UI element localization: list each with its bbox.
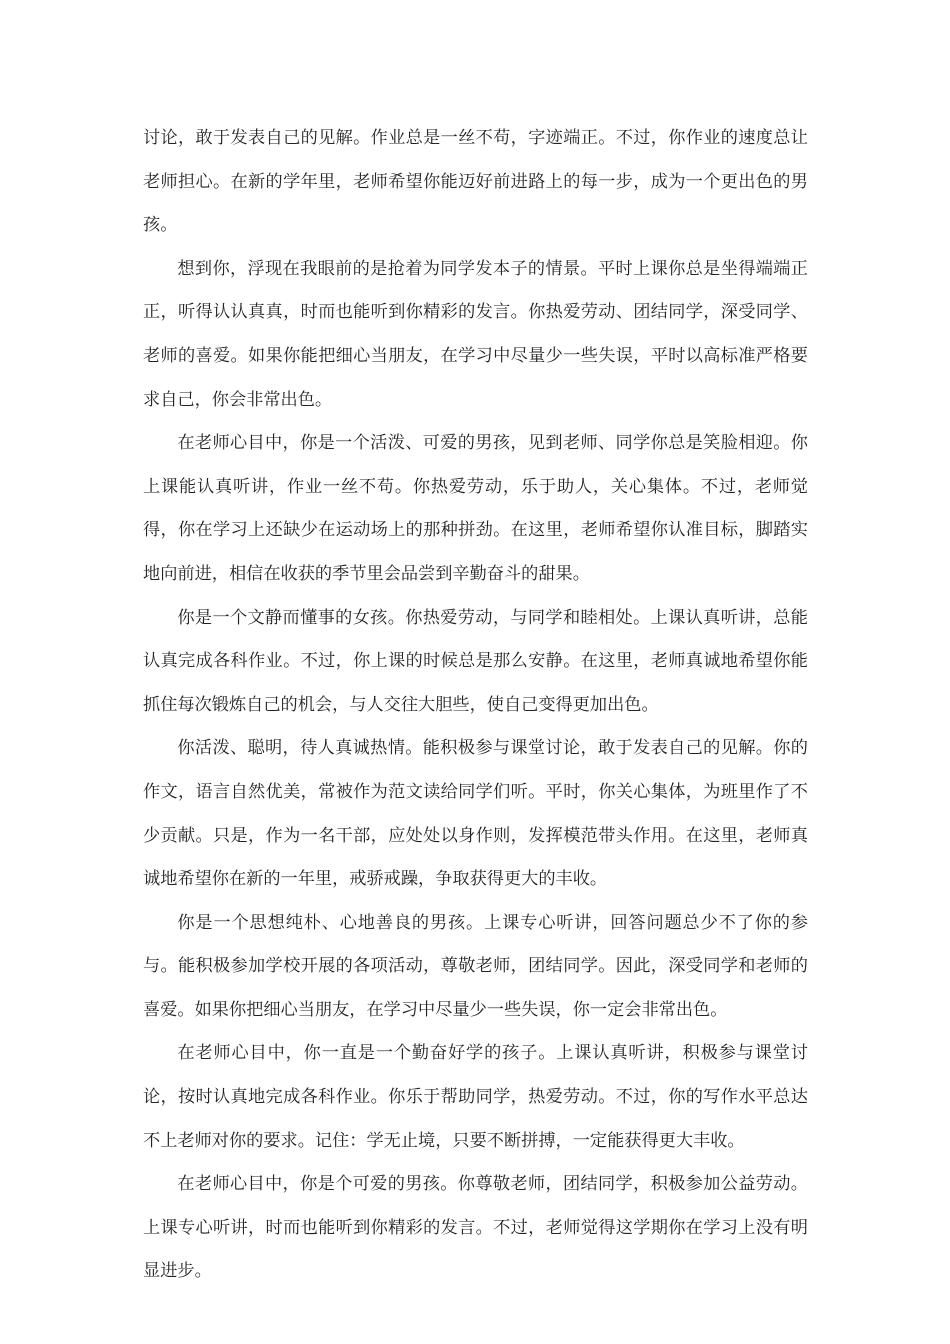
paragraph: 在老师心目中，你一直是一个勤奋好学的孩子。上课认真听讲，积极参与课堂讨论，按时认真地完成各科作业。你乐于帮助同学，热爱劳动。不过，你的写作水平总达不上老师对你的要求。记住：学无止境，只要不断拼搏，一定能获得更大丰收。 [143,1043,808,1151]
paragraph: 在老师心目中，你是个可爱的男孩。你尊敬老师，团结同学，积极参加公益劳动。上课专心听讲，时而也能听到你精彩的发言。不过，老师觉得这学期你在学习上没有明显进步。 [143,1174,808,1282]
paragraph: 你是一个思想纯朴、心地善良的男孩。上课专心听讲，回答问题总少不了你的参与。能积极参加学校开展的各项活动，尊敬老师，团结同学。因此，深受同学和老师的喜爱。如果你把细心当朋友，在学习中尽量少一些失误，你一定会非常出色。 [143,912,808,1020]
document-body [143,117,808,1294]
paragraph: 在老师心目中，你是一个活泼、可爱的男孩，见到老师、同学你总是笑脸相迎。你上课能认真听讲，作业一丝不苟。你热爱劳动，乐于助人，关心集体。不过，老师觉得，你在学习上还缺少在运动场上的那种拼劲。在这里，老师希望你认准目标，脚踏实地向前进，相信在收获的季节里会品尝到辛勤奋斗的甜果。 [143,433,808,584]
paragraph-continued: 讨论，敢于发表自己的见解。作业总是一丝不苟，字迹端正。不过，你作业的速度总让老师担心。在新的学年里，老师希望你能迈好前进路上的每一步，成为一个更出色的男孩。 [143,128,808,236]
paragraph: 你活泼、聪明，待人真诚热情。能积极参与课堂讨论，敢于发表自己的见解。你的作文，语言自然优美，常被作为范文读给同学们听。平时，你关心集体，为班里作了不少贡献。只是，作为一名干部，应处处以身作则，发挥模范带头作用。在这里，老师真诚地希望你在新的一年里，戒骄戒躁，争取获得更大的丰收。 [143,738,808,890]
paragraph: 想到你，浮现在我眼前的是抢着为同学发本子的情景。平时上课你总是坐得端端正正，听得认认真真，时而也能听到你精彩的发言。你热爱劳动、团结同学，深受同学、老师的喜爱。如果你能把细心当朋友，在学习中尽量少一些失误，平时以高标准严格要求自己，你会非常出色。 [143,258,808,410]
paragraph: 你是一个文静而懂事的女孩。你热爱劳动，与同学和睦相处。上课认真听讲，总能认真完成各科作业。不过，你上课的时候总是那么安静。在这里，老师真诚地希望你能抓住每次锻炼自己的机会，与人交往大胆些，使自己变得更加出色。 [143,607,808,715]
